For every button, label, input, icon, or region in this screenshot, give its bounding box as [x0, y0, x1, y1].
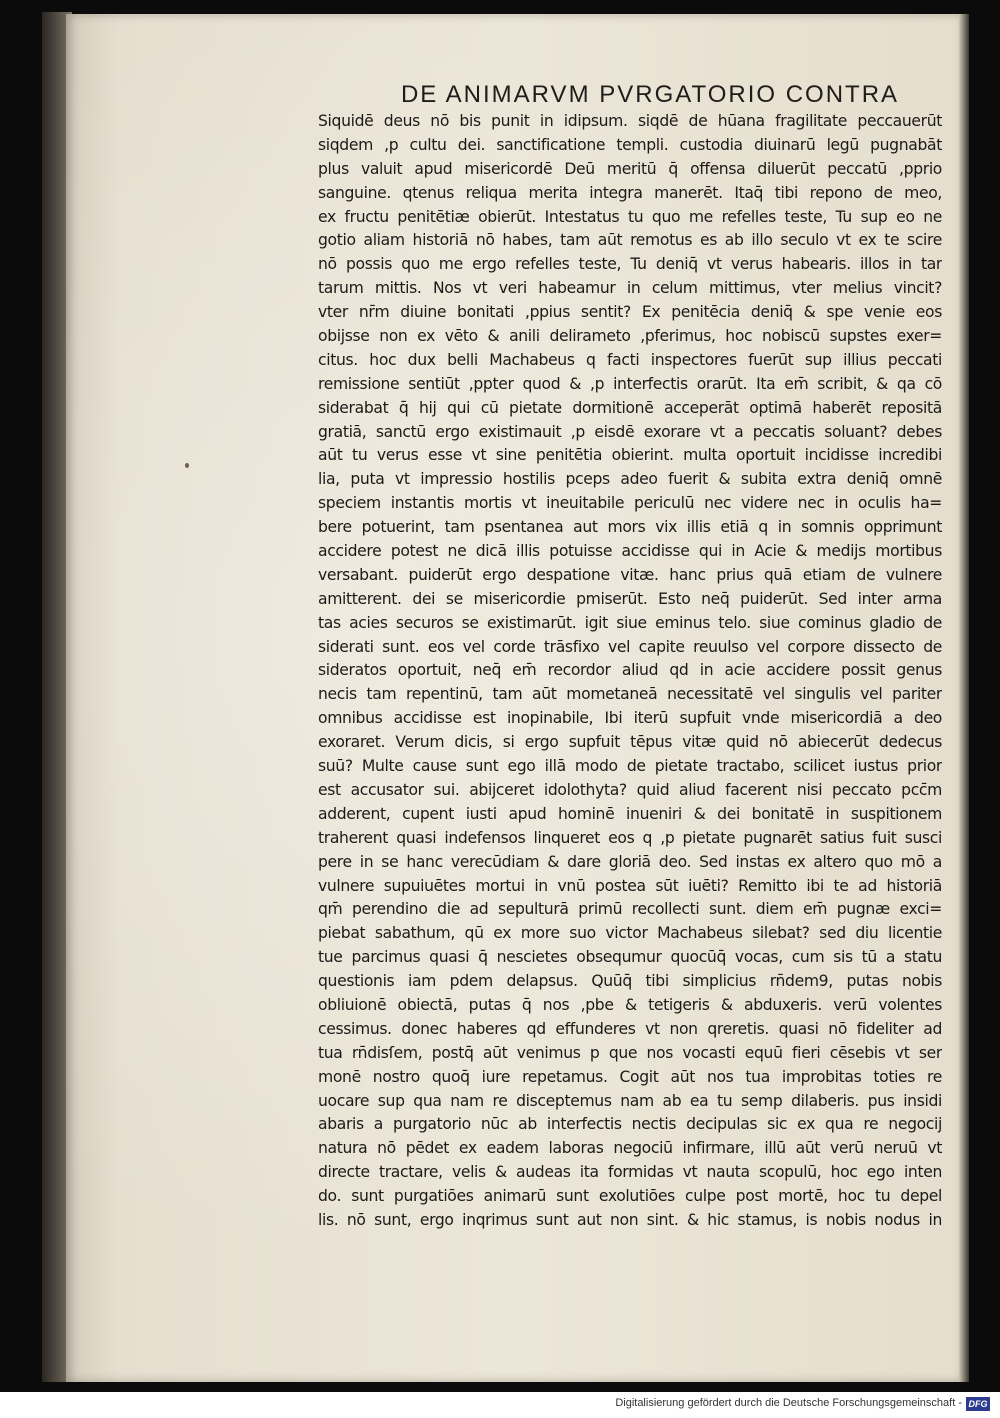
text-line: cessimus. donec haberes qd effunderes vt non qreretis. quasi nō fideliter ad — [318, 1019, 942, 1038]
text-line: natura nō pēdet ex eadem laboras negociū infirmare, illū aūt verū neruū vt — [318, 1139, 942, 1158]
text-line: citus. hoc dux belli Machabeus q facti inspectores fuerūt sup illius peccati — [318, 350, 942, 369]
text-line: monē nostro quoq̄ iure repetamus. Cogit aūt nos tua improbitas toties re — [318, 1067, 942, 1086]
text-line: nō possis quo me ergo refelles teste, Tu deniq̄ vt verus habearis. illos in tar — [318, 255, 942, 274]
text-line: est accusator sui. abijceret idolothyta? quid aliud facerent nisi peccato pcc̄m — [318, 780, 942, 799]
text-line: suū? Multe cause sunt ego illā modo de pietate tractabo, scilicet iustus prior — [318, 757, 942, 776]
text-line: aūt tu verus esse vt sine penitētia obierint. multa oportuit incidisse incredibi — [318, 446, 942, 465]
text-line: remissione sentiūt ,ppter quod & ,p interfectis orarūt. Ita em̄ scribit, & qa cō — [318, 374, 942, 393]
text-line: lis. nō sunt, ergo inqrimus sunt aut non sint. & hic stamus, is nobis nodus in — [318, 1210, 942, 1229]
text-line: obliuionē obiectā, putas q̄ nos ,pbe & tetigeris & abduxeris. verū volentes — [318, 995, 942, 1014]
text-line: tarum mittis. Nos vt veri habeamur in celum mittimus, vter melius vincit? — [318, 279, 942, 298]
text-line: exoraret. Verum dicis, si ergo supfuit tēpus vitæ quid nō abiecerūt dedecus — [318, 733, 942, 752]
page-edge — [959, 14, 969, 1382]
text-block — [318, 80, 942, 1233]
text-line: bere potuerint, tam psentanea aut mors vix illis etiā q in somnis opprimunt — [318, 518, 942, 537]
text-line: plus valuit apud misericordē Deū meritū q̄ offensa diluerūt peccatū ,pprio — [318, 159, 942, 178]
text-lines — [318, 110, 942, 1233]
text-line: vter nr̄m diuine bonitati ,ppius sentit? Ex penitēcia deniq̄ & spe venie eos — [318, 303, 942, 322]
text-line: siderabat q̄ hij qui cū pietate dormitionē acceperāt optimā haberēt repositā — [318, 398, 942, 417]
text-line: ex fructu penitētiæ obierūt. Intestatus tu quo me refelles teste, Tu sup eo ne — [318, 207, 942, 226]
text-line: gratiā, sanctū ergo existimauit ,p eisdē exorare vt a peccatis soluant? debes — [318, 422, 942, 441]
text-line: siqdem ,p cultu dei. sanctificatione templi. custodia diuinarū legū pugnabāt — [318, 135, 942, 154]
text-line: versabant. puiderūt ergo despatione vitæ. hanc prius quā etiam de vulnere — [318, 565, 942, 584]
footer-credit: Digitalisierung gefördert durch die Deutsche Forschungsgemeinschaft - — [615, 1397, 962, 1409]
text-line: do. sunt purgatiōes animarū sunt exolutiōes culpe post mortē, hoc tu depel — [318, 1187, 942, 1206]
text-line: tue parcimus quasi q̄ nescietes obsequmur quocūq̄ vocas, cum sis tū a statu — [318, 948, 942, 967]
text-line: piebat sabathum, qū ex more suo victor Machabeus silebat? sed diu licentie — [318, 924, 942, 943]
text-line: obijsse non ex vēto & anili delirameto ,pferimus, hoc nobiscū supstes exer= — [318, 327, 942, 346]
text-line: questionis iam pdem delapsus. Quūq̄ tibi simplicius rn̄dem9, putas nobis — [318, 972, 942, 991]
running-head: DE ANIMARVM PVRGATORIO CONTRA — [400, 81, 900, 108]
dfg-logo-icon: DFG — [966, 1397, 990, 1411]
text-line: sanguine. qtenus reliqua merita integra manerēt. Itaq̄ tibi repono de meo, — [318, 183, 942, 202]
text-line: amitterent. dei se misericordie pmiserūt. Esto neq̄ puiderūt. Sed inter arma — [318, 589, 942, 608]
paper-speck — [185, 463, 189, 468]
text-line: uocare sup qua nam re disceptemus nam ab ea tu semp dilaberis. pus insidi — [318, 1091, 942, 1110]
text-line: directe tractare, velis & audeas ita formidas vt nauta scopulū, hoc ego inten — [318, 1163, 942, 1182]
text-line: accidere potest ne dicā illis potuisse accidisse qui in Acie & medijs mortibus — [318, 542, 942, 561]
text-line: traherent quasi indefensos linqueret eos q ,p pietate pugnarēt satius fuit susci — [318, 828, 942, 847]
text-line: gotio aliam historiā nō habes, tam aūt remotus es ab illo seculo vt ex te scire — [318, 231, 942, 250]
text-line: necis tam repentinū, tam aūt mometaneā necessitatē vel singulis vel pariter — [318, 685, 942, 704]
text-line: omnibus accidisse est inopinabile, Ibi iterū supfuit vnde misericordiā a deo — [318, 709, 942, 728]
text-line: Siquidē deus nō bis punit in idipsum. siqdē de hūana fragilitate peccauerūt — [318, 112, 942, 130]
text-line: speciem instantis mortis vt ineuitabile periculū nec videre nec in oculis ha= — [318, 494, 942, 513]
text-line: lia, puta vt impressio hostilis pceps adeo fuerit & subita extra deniq̄ omnē — [318, 470, 942, 489]
text-line: siderati sunt. eos vel corde trāsfixo vel capite reuulso vel corpore dissecto de — [318, 637, 942, 656]
text-line: abaris a purgatorio nūc ab interfectis nectis decipulas sic ex qua re negocij — [318, 1115, 942, 1134]
text-line: tas acies securos se existimarūt. igit siue eminus telo. siue cominus gladio de — [318, 613, 942, 632]
text-line: pere in se hanc verecūdiam & dare gloriā deo. Sed instas ex altero quo mō a — [318, 852, 942, 871]
text-line: vulnere supuiuētes mortui in vnū postea sūt iuēti? Remitto ibi te ad historiā — [318, 876, 942, 895]
text-line: sideratos oportuit, neq̄ em̄ recordor aliud qd in acie accidere possit genus — [318, 661, 942, 680]
text-line: adderent, cupent iusti apud hominē inueniri & dei bonitatē in suspitionem — [318, 804, 942, 823]
text-line: qm̄ perendino die ad sepulturā primū recollecti sunt. diem em̄ pugnæ exci= — [318, 900, 942, 919]
text-line: tua rn̄disſem, postq̄ aūt venimus p que nos vocasti equū fieri cēsebis vt ser — [318, 1043, 942, 1062]
